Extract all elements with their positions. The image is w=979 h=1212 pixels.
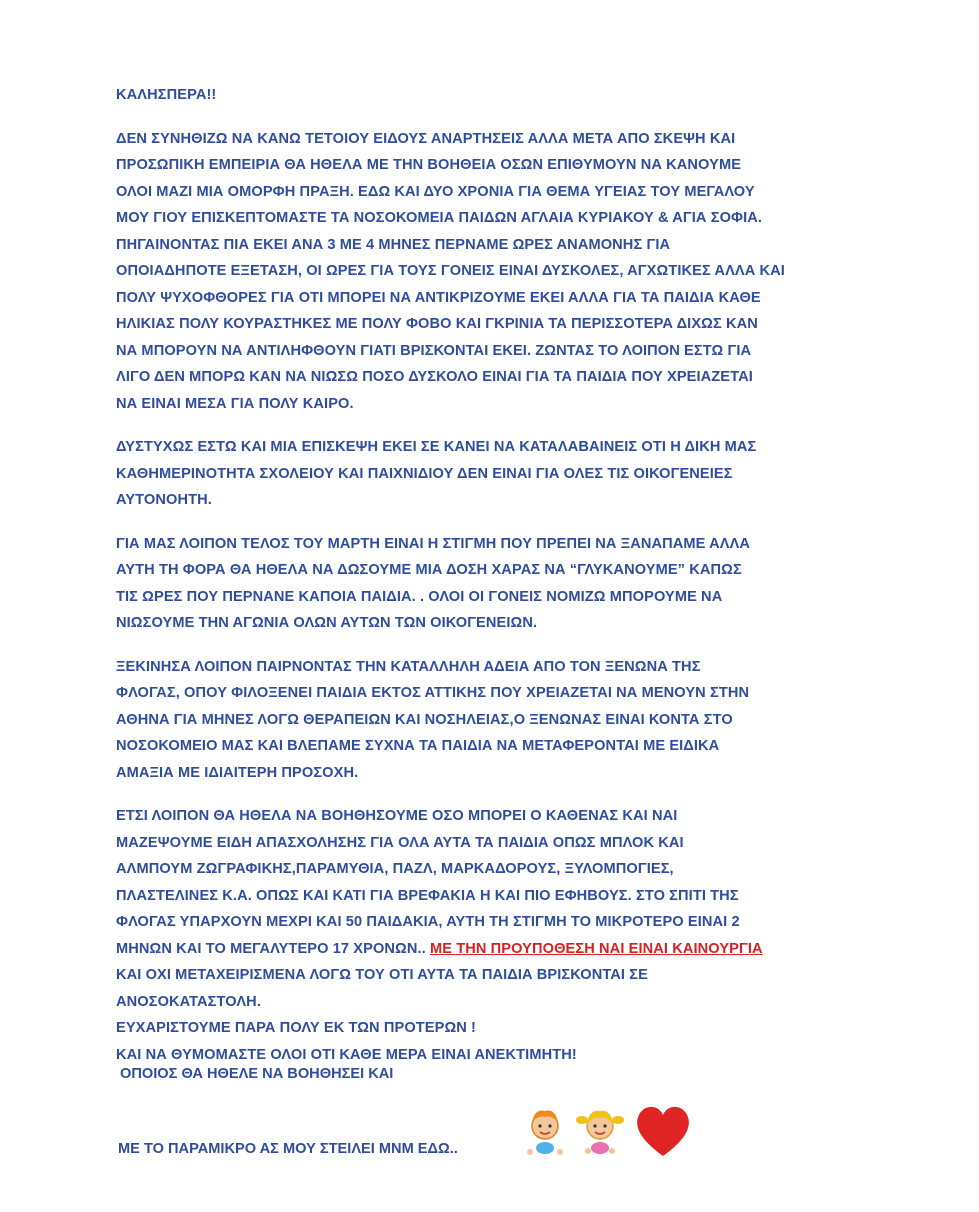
signoff-message: ΜΕ ΤΟ ΠΑΡΑΜΙΚΡΟ ΑΣ ΜΟΥ ΣΤΕΙΛΕΙ ΜΝΜ ΕΔΩ..	[118, 1141, 458, 1157]
remember-line: ΚΑΙ ΝΑ ΘΥΜΟΜΑΣΤΕ ΟΛΟΙ ΟΤΙ ΚΑΘΕ ΜΕΡΑ ΕΙΝΑΙ ΑΝΕΚΤΙΜΗΤΗ!	[116, 1046, 577, 1063]
text-line: ΛΙΓΟ ΔΕΝ ΜΠΟΡΩ ΚΑΝ ΝΑ ΝΙΩΣΩ ΠΟΣΟ ΔΥΣΚΟΛΟ ΕΙΝΑΙ ΓΙΑ ΤΑ ΠΑΙΔΙΑ ΠΟΥ ΧΡΕΙΑΖΕΤΑΙ	[116, 369, 753, 385]
text-line: ΔΕΝ ΣΥΝΗΘΙΖΩ ΝΑ ΚΑΝΩ ΤΕΤΟΙΟΥ ΕΙΔΟΥΣ ΑΝΑΡΤΗΣΕΙΣ ΑΛΛΑ ΜΕΤΑ ΑΠΟ ΣΚΕΨΗ ΚΑΙ	[116, 130, 736, 147]
paragraph-hospital-visits	[116, 126, 876, 418]
text-line: ΟΠΟΙΑΔΗΠΟΤΕ ΕΞΕΤΑΣΗ, ΟΙ ΩΡΕΣ ΓΙΑ ΤΟΥΣ ΓΟΝΕΙΣ ΕΙΝΑΙ ΔΥΣΚΟΛΕΣ, ΑΓΧΩΤΙΚΕΣ ΑΛΛΑ ΚΑΙ	[116, 263, 785, 279]
text-line: ΜΑΖΕΨΟΥΜΕ ΕΙΔΗ ΑΠΑΣΧΟΛΗΣΗΣ ΓΙΑ ΟΛΑ ΑΥΤΑ ΤΑ ΠΑΙΔΙΑ ΟΠΩΣ ΜΠΛΟΚ ΚΑΙ	[116, 834, 684, 851]
paragraph-daily-life	[116, 434, 876, 514]
text-line: ΠΟΛΥ ΨΥΧΟΦΘΟΡΕΣ ΓΙΑ ΟΤΙ ΜΠΟΡΕΙ ΝΑ ΑΝΤΙΚΡΙΖΟΥΜΕ ΕΚΕΙ ΑΛΛΑ ΓΙΑ ΤΑ ΠΑΙΔΙΑ ΚΑΘΕ	[116, 289, 761, 306]
text-line: ΔΥΣΤΥΧΩΣ ΕΣΤΩ ΚΑΙ ΜΙΑ ΕΠΙΣΚΕΨΗ ΕΚΕΙ ΣΕ ΚΑΝΕΙ ΝΑ ΚΑΤΑΛΑΒΑΙΝΕΙΣ ΟΤΙ Η ΔΙΚΗ ΜΑΣ	[116, 439, 757, 455]
text-line: ΓΙΑ ΜΑΣ ΛΟΙΠΟΝ ΤΕΛΟΣ ΤΟΥ ΜΑΡΤΗ ΕΙΝΑΙ Η ΣΤΙΓΜΗ ΠΟΥ ΠΡΕΠΕΙ ΝΑ ΞΑΝΑΠΑΜΕ ΑΛΛΑ	[116, 535, 751, 552]
text-line: ΑΘΗΝΑ ΓΙΑ ΜΗΝΕΣ ΛΟΓΩ ΘΕΡΑΠΕΙΩΝ ΚΑΙ ΝΟΣΗΛΕΙΑΣ,Ο ΞΕΝΩΝΑΣ ΕΙΝΑΙ ΚΟΝΤΑ ΣΤΟ	[116, 711, 733, 728]
greeting: ΚΑΛΗΣΠΕΡΑ!!	[116, 87, 217, 103]
text-line: ΚΑΙ ΟΧΙ ΜΕΤΑΧΕΙΡΙΣΜΕΝΑ ΛΟΓΩ ΤΟΥ ΟΤΙ ΑΥΤΑ ΤΑ ΠΑΙΔΙΑ ΒΡΙΣΚΟΝΤΑΙ ΣΕ	[116, 967, 648, 983]
text-line: ΠΡΟΣΩΠΙΚΗ ΕΜΠΕΙΡΙΑ ΘΑ ΗΘΕΛΑ ΜΕ ΤΗΝ ΒΟΗΘΕΙΑ ΟΣΩΝ ΕΠΙΘΥΜΟΥΝ ΝΑ ΚΑΝΟΥΜΕ	[116, 157, 742, 173]
text-line: ΦΛΟΓΑΣ ΥΠΑΡΧΟΥΝ ΜΕΧΡΙ ΚΑΙ 50 ΠΑΙΔΑΚΙΑ, ΑΥΤΗ ΤΗ ΣΤΙΓΜΗ ΤΟ ΜΙΚΡΟΤΕΡΟ ΕΙΝΑΙ 2	[116, 914, 740, 930]
heart-icon	[637, 1107, 689, 1156]
text-segment: ΜΗΝΩΝ ΚΑΙ ΤΟ ΜΕΓΑΛΥΤΕΡΟ 17 ΧΡΟΝΩΝ..	[116, 940, 430, 957]
paragraph-joy	[116, 531, 876, 637]
text-line: ΑΥΤΟΝΟΗΤΗ.	[116, 492, 212, 508]
text-line: ΠΛΑΣΤΕΛΙΝΕΣ Κ.Α. ΟΠΩΣ ΚΑΙ ΚΑΤΙ ΓΙΑ ΒΡΕΦΑΚΙΑ Η ΚΑΙ ΠΙΟ ΕΦΗΒΟΥΣ. ΣΤΟ ΣΠΙΤΙ ΤΗΣ	[116, 887, 739, 904]
text-line: ΗΛΙΚΙΑΣ ΠΟΛΥ ΚΟΥΡΑΣΤΗΚΕΣ ΜΕ ΠΟΛΥ ΦΟΒΟ ΚΑΙ ΓΚΡΙΝΙΑ ΤΑ ΠΕΡΙΣΣΟΤΕΡΑ ΔΙΧΩΣ ΚΑΝ	[116, 316, 758, 332]
text-line: ΑΥΤΗ ΤΗ ΦΟΡΑ ΘΑ ΗΘΕΛΑ ΝΑ ΔΩΣΟΥΜΕ ΜΙΑ ΔΟΣΗ ΧΑΡΑΣ ΝΑ “ΓΛΥΚΑΝΟΥΜΕ” ΚΑΠΩΣ	[116, 562, 742, 578]
text-line: ΟΛΟΙ ΜΑΖΙ ΜΙΑ ΟΜΟΡΦΗ ΠΡΑΞΗ. ΕΔΩ ΚΑΙ ΔΥΟ ΧΡΟΝΙΑ ΓΙΑ ΘΕΜΑ ΥΓΕΙΑΣ ΤΟΥ ΜΕΓΑΛΟΥ	[116, 183, 755, 200]
text-line-with-highlight	[116, 936, 876, 963]
text-line: ΑΝΟΣΟΚΑΤΑΣΤΟΛΗ.	[116, 993, 261, 1010]
text-line: ΜΟΥ ΓΙΟΥ ΕΠΙΣΚΕΠΤΟΜΑΣΤΕ ΤΑ ΝΟΣΟΚΟΜΕΙΑ ΠΑΙΔΩΝ ΑΓΛΑΙΑ ΚΥΡΙΑΚΟΥ & ΑΓΙΑ ΣΟΦΙΑ.	[116, 210, 763, 226]
text-line: ΑΛΜΠΟΥΜ ΖΩΓΡΑΦΙΚΗΣ,ΠΑΡΑΜΥΘΙΑ, ΠΑΖΛ, ΜΑΡΚΑΔΟΡΟΥΣ, ΞΥΛΟΜΠΟΓΙΕΣ,	[116, 861, 674, 877]
text-line: ΝΑ ΕΙΝΑΙ ΜΕΣΑ ΓΙΑ ΠΟΛΥ ΚΑΙΡΟ.	[116, 395, 354, 412]
text-line: ΝΑ ΜΠΟΡΟΥΝ ΝΑ ΑΝΤΙΛΗΦΘΟΥΝ ΓΙΑΤΙ ΒΡΙΣΚΟΝΤΑΙ ΕΚΕΙ. ΖΩΝΤΑΣ ΤΟ ΛΟΙΠΟΝ ΕΣΤΩ ΓΙΑ	[116, 342, 752, 359]
stickers	[518, 1096, 698, 1166]
thanks-line: ΕΥΧΑΡΙΣΤΟΥΜΕ ΠΑΡΑ ΠΟΛΥ ΕΚ ΤΩΝ ΠΡΟΤΕΡΩΝ !	[116, 1020, 477, 1036]
text-line: ΤΙΣ ΩΡΕΣ ΠΟΥ ΠΕΡΝΑΝΕ ΚΑΠΟΙΑ ΠΑΙΔΙΑ. . ΟΛΟΙ ΟΙ ΓΟΝΕΙΣ ΝΟΜΙΖΩ ΜΠΟΡΟΥΜΕ ΝΑ	[116, 588, 723, 605]
new-items-condition-highlight: ΜΕ ΤΗΝ ΠΡΟΥΠΟΘΕΣΗ ΝΑΙ ΕΙΝΑΙ ΚΑΙΝΟΥΡΓΙΑ	[429, 940, 763, 957]
paragraph-hostel	[116, 654, 876, 787]
text-line: ΝΟΣΟΚΟΜΕΙΟ ΜΑΣ ΚΑΙ ΒΛΕΠΑΜΕ ΣΥΧΝΑ ΤΑ ΠΑΙΔΙΑ ΝΑ ΜΕΤΑΦΕΡΟΝΤΑΙ ΜΕ ΕΙΔΙΚΑ	[116, 738, 720, 754]
text-line: ΦΛΟΓΑΣ, ΟΠΟΥ ΦΙΛΟΞΕΝΕΙ ΠΑΙΔΙΑ ΕΚΤΟΣ ΑΤΤΙΚΗΣ ΠΟΥ ΧΡΕΙΑΖΕΤΑΙ ΝΑ ΜΕΝΟΥΝ ΣΤΗΝ	[116, 685, 750, 701]
girl-sticker-icon	[576, 1111, 624, 1154]
text-line: ΠΗΓΑΙΝΟΝΤΑΣ ΠΙΑ ΕΚΕΙ ΑΝΑ 3 ΜΕ 4 ΜΗΝΕΣ ΠΕΡΝΑΜΕ ΩΡΕΣ ΑΝΑΜΟΝΗΣ ΓΙΑ	[116, 236, 671, 253]
text-line: ΝΙΩΣΟΥΜΕ ΤΗΝ ΑΓΩΝΙΑ ΟΛΩΝ ΑΥΤΩΝ ΤΩΝ ΟΙΚΟΓΕΝΕΙΩΝ.	[116, 615, 538, 631]
call-to-help: ΟΠΟΙΟΣ ΘΑ ΗΘΕΛΕ ΝΑ ΒΟΗΘΗΣΕΙ ΚΑΙ	[120, 1066, 394, 1082]
text-line: ΕΤΣΙ ΛΟΙΠΟΝ ΘΑ ΗΘΕΛΑ ΝΑ ΒΟΗΘΗΣΟΥΜΕ ΟΣΟ ΜΠΟΡΕΙ Ο ΚΑΘΕΝΑΣ ΚΑΙ ΝΑΙ	[116, 808, 678, 824]
text-line: ΞΕΚΙΝΗΣΑ ΛΟΙΠΟΝ ΠΑΙΡΝΟΝΤΑΣ ΤΗΝ ΚΑΤΑΛΛΗΛΗ ΑΔΕΙΑ ΑΠΟ ΤΟΝ ΞΕΝΩΝΑ ΤΗΣ	[116, 658, 701, 675]
letter-body	[116, 82, 876, 1085]
text-line: ΚΑΘΗΜΕΡΙΝΟΤΗΤΑ ΣΧΟΛΕΙΟΥ ΚΑΙ ΠΑΙΧΝΙΔΙΟΥ ΔΕΝ ΕΙΝΑΙ ΓΙΑ ΟΛΕΣ ΤΙΣ ΟΙΚΟΓΕΝΕΙΕΣ	[116, 465, 733, 482]
boy-sticker-icon	[527, 1110, 563, 1155]
text-line: ΑΜΑΞΙΑ ΜΕ ΙΔΙΑΙΤΕΡΗ ΠΡΟΣΟΧΗ.	[116, 764, 359, 781]
paragraph-collection	[116, 803, 876, 1068]
